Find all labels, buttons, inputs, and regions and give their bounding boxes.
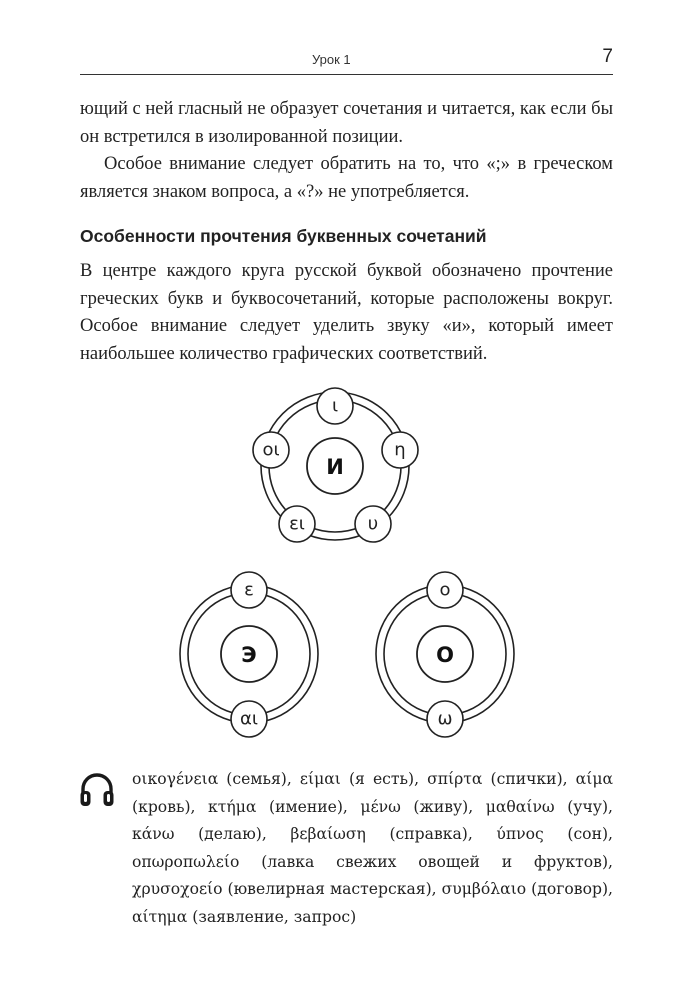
lesson-title: Урок 1 bbox=[312, 52, 351, 67]
circle-i-letter: η bbox=[394, 439, 406, 461]
circle-o-group bbox=[376, 572, 514, 737]
paragraph-2: Особое внимание следует обратить на то, что «;» в греческом является знаком вопроса, а «?» не употребляется. bbox=[80, 154, 613, 202]
circle-e-letter: ε bbox=[244, 579, 254, 601]
header-rule bbox=[80, 74, 613, 75]
circle-o-letter: ο bbox=[439, 579, 451, 601]
circle-i-letter: οι bbox=[262, 439, 280, 461]
circle-e-letter: αι bbox=[240, 708, 258, 730]
section-heading: Особенности прочтения буквенных сочетаний bbox=[80, 226, 487, 246]
circle-e-center-letter: Э bbox=[241, 643, 257, 667]
circle-i-group bbox=[253, 388, 418, 542]
paragraph-1: ющий с ней гласный не образует сочетания и читается, как если бы он встретился в изолированной позиции. bbox=[80, 99, 613, 147]
page-number: 7 bbox=[602, 46, 613, 67]
circle-o-center-letter: О bbox=[436, 643, 454, 667]
circle-i-center-letter: И bbox=[326, 455, 344, 479]
letter-sound-diagram bbox=[0, 380, 695, 760]
circle-o-letter: ω bbox=[437, 708, 453, 730]
circle-e-group bbox=[180, 572, 318, 737]
circle-i-letter: ι bbox=[331, 395, 339, 417]
audio-examples: οικογένεια (семья), είμαι (я есть), σπίρτα (спички), αίμα (кровь), κτήμα (имение), μένω (живу), μαθαίνω (учу), κάνω (делаю), βεβαίωση (справка), ύπνος (сон), οπωροπωλείο (лавка свежих овощей и фруктов), χρυσοχοείο (ювелирная мастерская), συμβόλαιο (договор), αίτημα (заявление, запрос) bbox=[132, 770, 613, 926]
paragraph-3: В центре каждого круга русской буквой обозначено прочтение греческих букв и буквосочетаний, которые расположены вокруг. Особое внимание следует уделить звуку «и», который имеет наибольшее количество графических соответствий. bbox=[80, 261, 613, 364]
headphones-icon[interactable] bbox=[78, 772, 116, 808]
circle-i-letter: ει bbox=[289, 513, 305, 535]
circle-i-letter: υ bbox=[367, 513, 379, 535]
page-header bbox=[80, 46, 613, 76]
